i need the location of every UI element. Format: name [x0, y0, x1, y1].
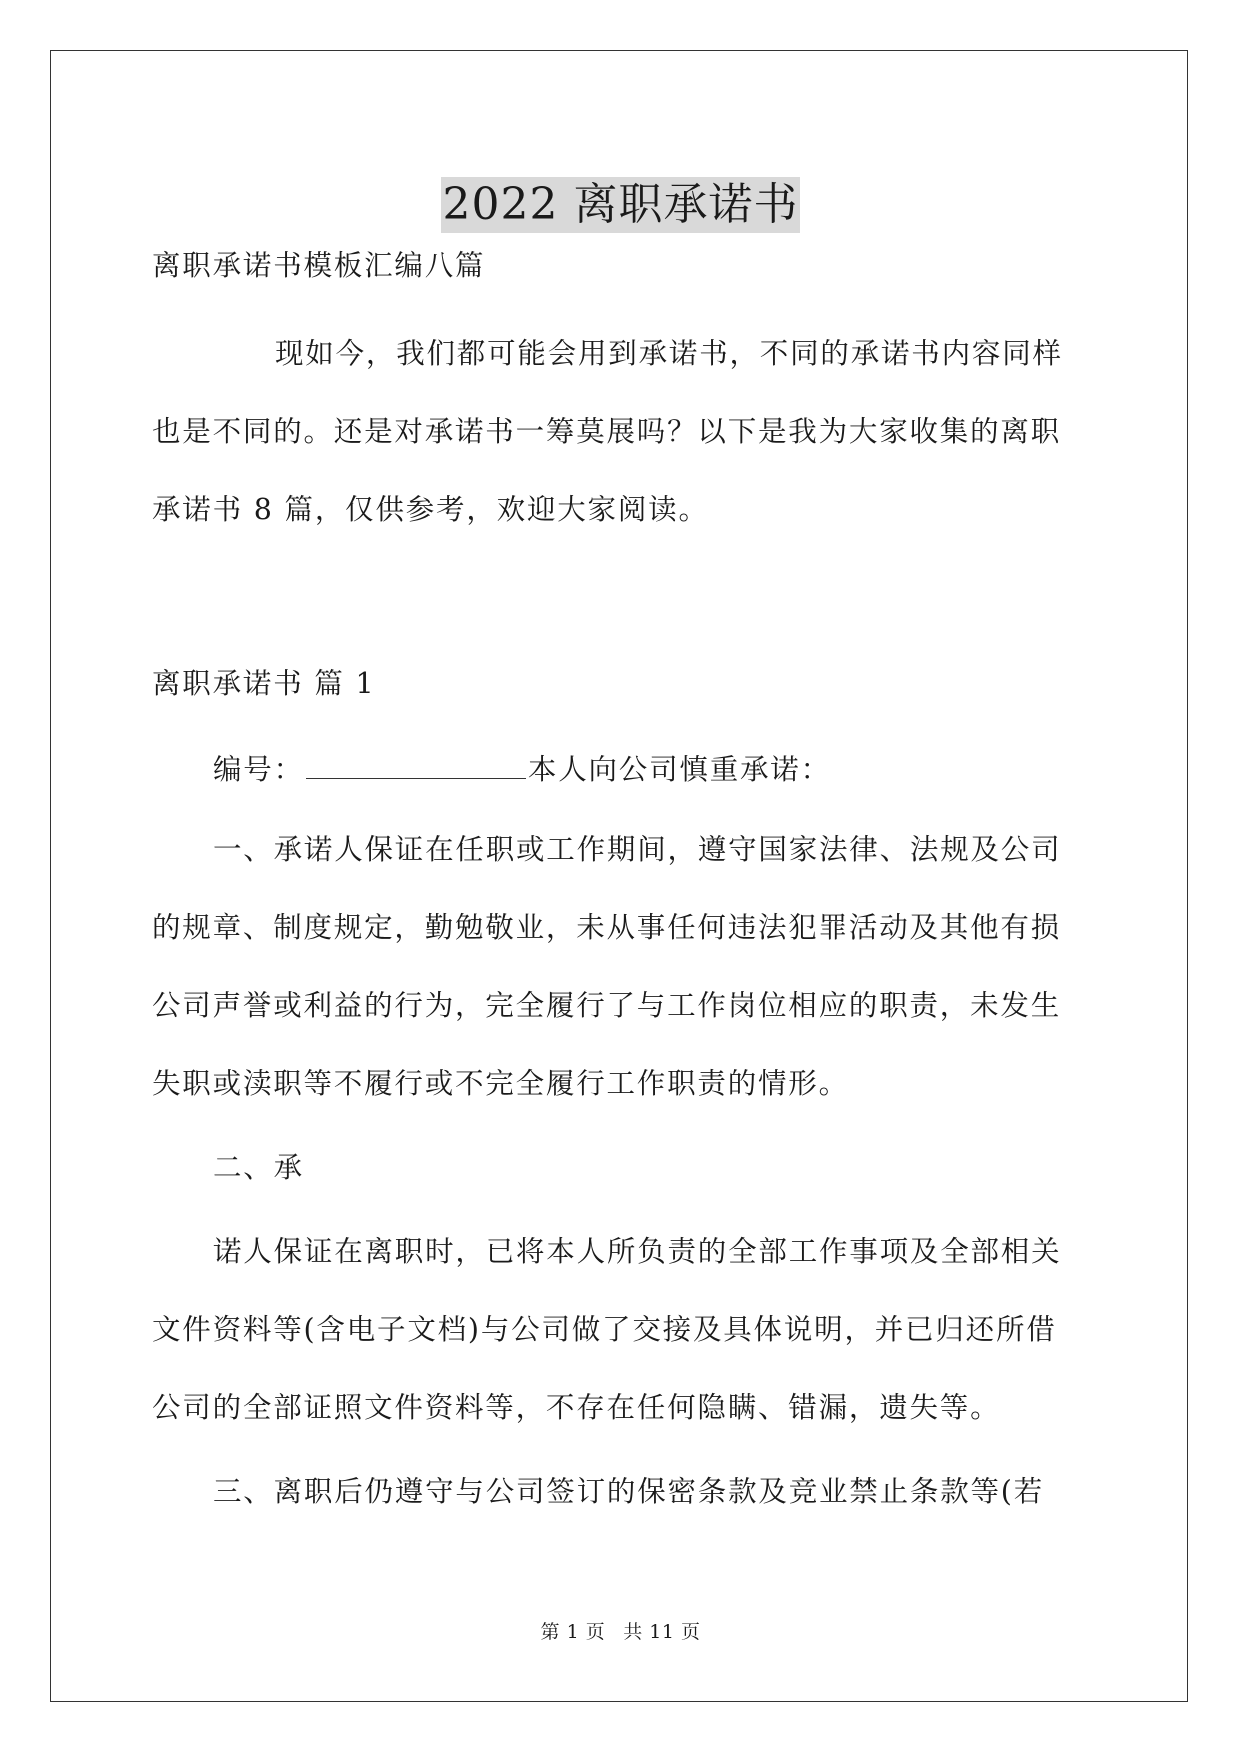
number-label: 编号： — [213, 753, 304, 786]
p1-line-1: 一、承诺人保证在任职或工作期间，遵守国家法律、法规及公司 — [213, 833, 1062, 866]
page-border — [50, 50, 1188, 1702]
number-blank — [306, 752, 526, 779]
number-line — [213, 750, 1153, 790]
intro-line-2: 也是不同的。还是对承诺书一筹莫展吗？以下是我为大家收集的离职 — [152, 415, 1062, 448]
page-footer — [0, 1620, 1241, 1644]
p1-line-2: 的规章、制度规定，勤勉敬业，未从事任何违法犯罪活动及其他有损 — [152, 911, 1062, 944]
document-title: 2022 离职承诺书 — [441, 177, 801, 233]
intro-line-1: 现如今，我们都可能会用到承诺书，不同的承诺书内容同样 — [275, 337, 1063, 370]
page-total: 共 11 页 — [623, 1621, 701, 1643]
number-suffix: 本人向公司慎重承诺： — [527, 753, 831, 786]
p2-start: 二、承 — [213, 1151, 304, 1184]
page-number: 第 1 页 — [540, 1621, 606, 1643]
section-heading: 离职承诺书 篇 1 — [152, 667, 376, 700]
intro-line-3: 承诺书 8 篇，仅供参考，欢迎大家阅读。 — [152, 493, 709, 526]
p1-line-3: 公司声誉或利益的行为，完全履行了与工作岗位相应的职责，未发生 — [152, 989, 1062, 1022]
p3-line-1: 三、离职后仍遵守与公司签订的保密条款及竞业禁止条款等(若 — [213, 1475, 1045, 1508]
document-subtitle: 离职承诺书模板汇编八篇 — [152, 249, 486, 282]
p1-line-4: 失职或渎职等不履行或不完全履行工作职责的情形。 — [152, 1067, 849, 1100]
p2-line-1: 诺人保证在离职时，已将本人所负责的全部工作事项及全部相关 — [213, 1235, 1062, 1268]
p2-line-3: 公司的全部证照文件资料等，不存在任何隐瞒、错漏，遗失等。 — [152, 1391, 1001, 1424]
p2-line-2: 文件资料等(含电子文档)与公司做了交接及具体说明，并已归还所借 — [152, 1313, 1057, 1346]
